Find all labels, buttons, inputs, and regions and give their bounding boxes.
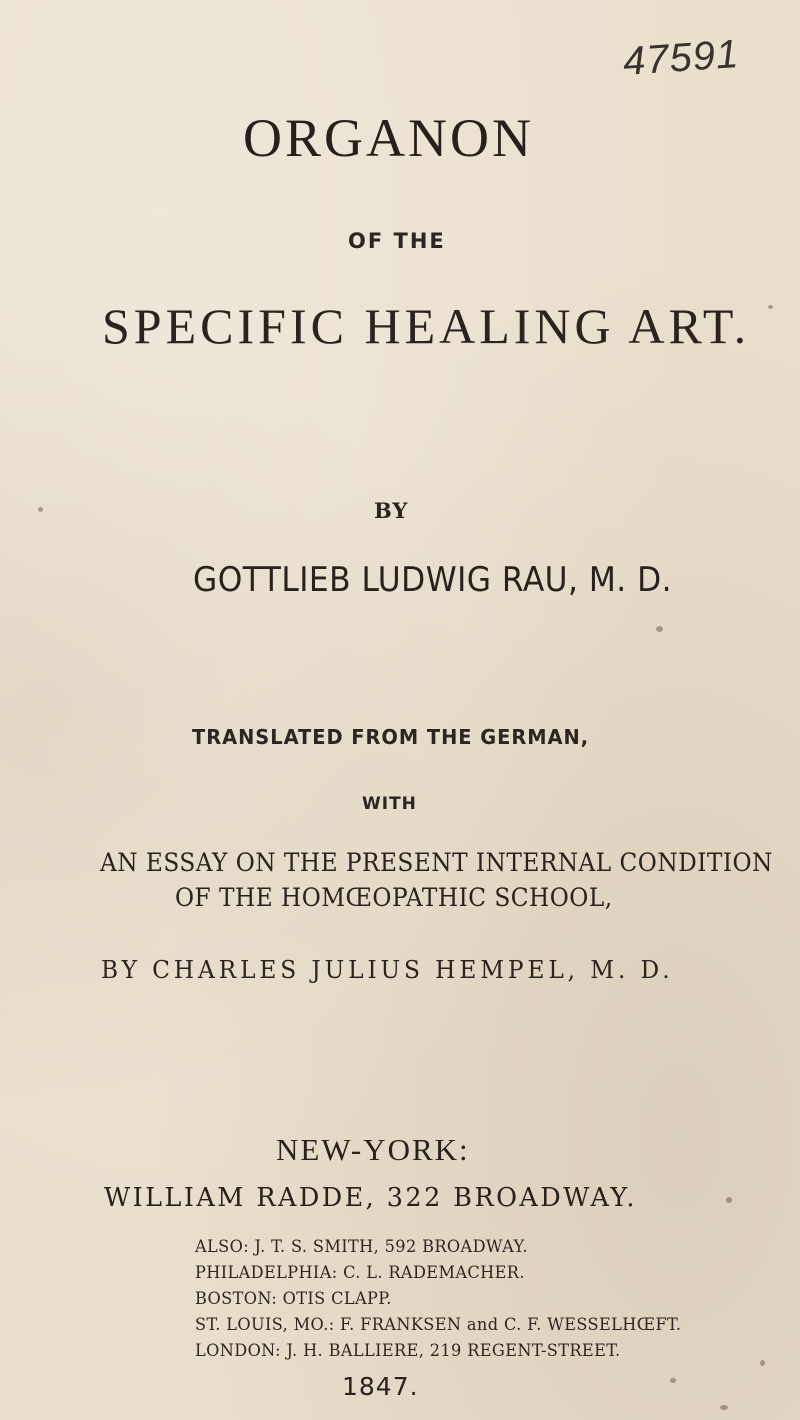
- paper-speck: [768, 305, 773, 309]
- paper-speck: [670, 1378, 676, 1383]
- translator-name: BY CHARLES JULIUS HEMPEL, M. D.: [101, 956, 674, 984]
- book-title: ORGANON: [243, 108, 534, 168]
- with-label: WITH: [362, 794, 417, 814]
- paper-speck: [726, 1197, 732, 1203]
- handwritten-catalog-number: 47591: [621, 32, 741, 85]
- author-name: GOTTLIEB LUDWIG RAU, M. D.: [193, 560, 673, 600]
- paper-speck: [720, 1405, 728, 1410]
- paper-speck: [656, 626, 663, 632]
- book-subtitle: SPECIFIC HEALING ART.: [102, 298, 751, 354]
- paper-speck: [760, 1360, 765, 1366]
- imprint-city: NEW-YORK:: [276, 1132, 470, 1167]
- imprint-publisher: WILLIAM RADDE, 322 BROADWAY.: [104, 1183, 637, 1213]
- agent-line: ST. LOUIS, MO.: F. FRANKSEN and C. F. WESSELHŒFT.: [195, 1315, 682, 1335]
- title-connector: OF THE: [348, 229, 446, 253]
- agent-line: PHILADELPHIA: C. L. RADEMACHER.: [195, 1263, 525, 1283]
- essay-title-line-1: AN ESSAY ON THE PRESENT INTERNAL CONDITION: [100, 848, 773, 877]
- by-label: BY: [374, 498, 409, 523]
- agent-line: BOSTON: OTIS CLAPP.: [195, 1289, 392, 1309]
- translation-note: TRANSLATED FROM THE GERMAN,: [192, 725, 590, 749]
- agent-line: LONDON: J. H. BALLIERE, 219 REGENT-STREET.: [195, 1341, 621, 1361]
- paper-speck: [38, 507, 43, 512]
- imprint-year: 1847.: [342, 1372, 419, 1401]
- essay-title-line-2: OF THE HOMŒOPATHIC SCHOOL,: [175, 883, 613, 912]
- agent-line: ALSO: J. T. S. SMITH, 592 BROADWAY.: [195, 1237, 528, 1257]
